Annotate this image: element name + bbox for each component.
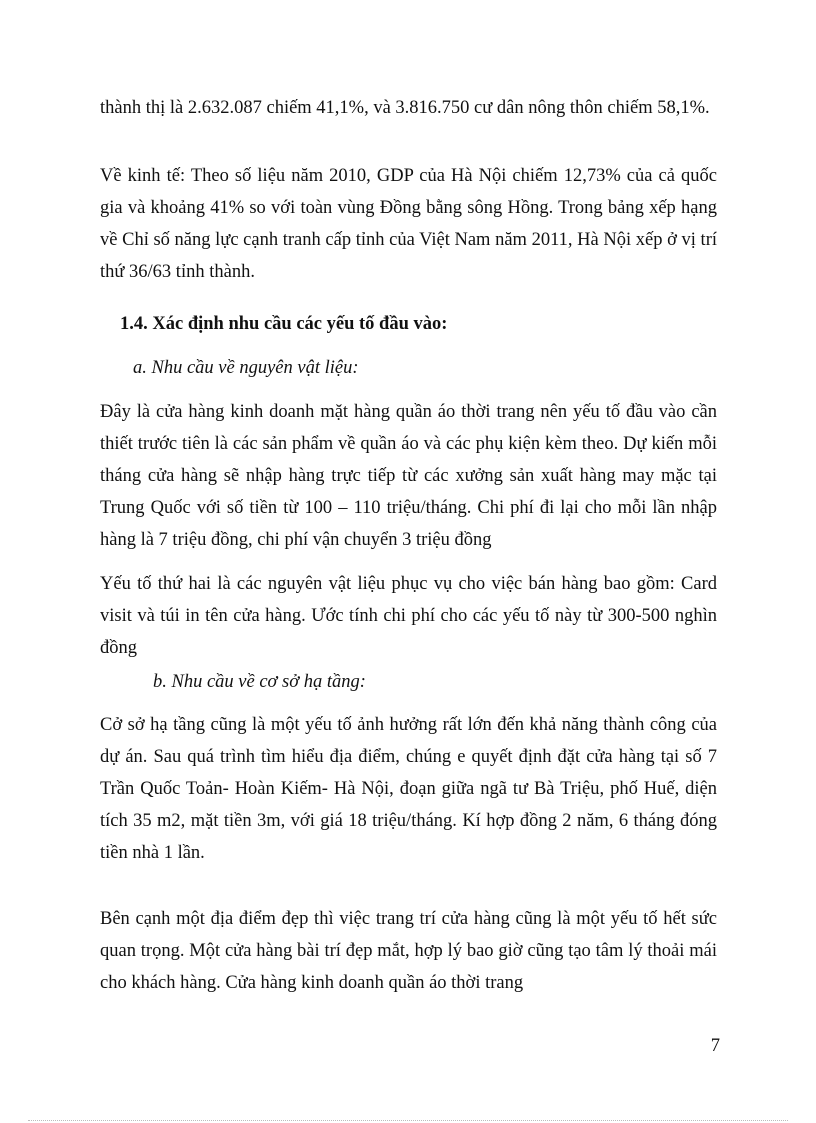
paragraph-materials: Đây là cửa hàng kinh doanh mặt hàng quần áo thời trang nên yếu tố đầu vào cần thiết trước tiên là các sản phẩm về quần áo và các phụ kiện kèm theo. Dự kiến mỗi tháng cửa hàng sẽ nhập hàng trực tiếp từ các xưởng sản xuất hàng may mặc tại Trung Quốc với số tiền từ 100 – 110 triệu/tháng. Chi phí đi lại cho mỗi lần nhập hàng là 7 triệu đồng, chi phí vận chuyển 3 triệu đồng — [100, 402, 717, 550]
paragraph-economy: Về kinh tế: Theo số liệu năm 2010, GDP của Hà Nội chiếm 12,73% của cả quốc gia và khoảng 41% so với toàn vùng Đồng bằng sông Hồng. Trong bảng xếp hạng về Chỉ số năng lực cạnh tranh cấp tỉnh của Việt Nam năm 2011, Hà Nội xếp ở vị trí thứ 36/63 tỉnh thành. — [100, 166, 717, 282]
paragraph-infrastructure: Cở sở hạ tầng cũng là một yếu tố ảnh hưởng rất lớn đến khả năng thành công của dự án. Sau quá trình tìm hiểu địa điểm, chúng e quyết định đặt cửa hàng tại số 7 Trần Quốc Toản- Hoàn Kiếm- Hà Nội, đoạn giữa ngã tư Bà Triệu, phố Huế, diện tích 35 m2, mặt tiền 3m, với giá 18 triệu/tháng. Kí hợp đồng 2 năm, 6 tháng đóng tiền nhà 1 lần. — [100, 715, 717, 863]
paragraph-decoration: Bên cạnh một địa điểm đẹp thì việc trang trí cửa hàng cũng là một yếu tố hết sức quan trọng. Một cửa hàng bài trí đẹp mắt, hợp lý bao giờ cũng tạo tâm lý thoải mái cho khách hàng. Cửa hàng kinh doanh quần áo thời trang — [100, 909, 717, 993]
page-number: 7 — [710, 1036, 720, 1056]
paragraph-population: thành thị là 2.632.087 chiếm 41,1%, và 3.816.750 cư dân nông thôn chiếm 58,1%. — [100, 98, 710, 118]
page-bottom-divider — [28, 1120, 788, 1121]
subsection-heading-infrastructure: b. Nhu cầu về cơ sở hạ tầng: — [153, 672, 366, 692]
paragraph-sales-supplies: Yếu tố thứ hai là các nguyên vật liệu phục vụ cho việc bán hàng bao gồm: Card visit và túi in tên cửa hàng. Ước tính chi phí cho các yếu tố này từ 300-500 nghìn đồng — [100, 574, 717, 658]
subsection-heading-materials: a. Nhu cầu về nguyên vật liệu: — [133, 358, 359, 378]
section-heading: 1.4. Xác định nhu cầu các yếu tố đầu vào: — [120, 314, 448, 334]
